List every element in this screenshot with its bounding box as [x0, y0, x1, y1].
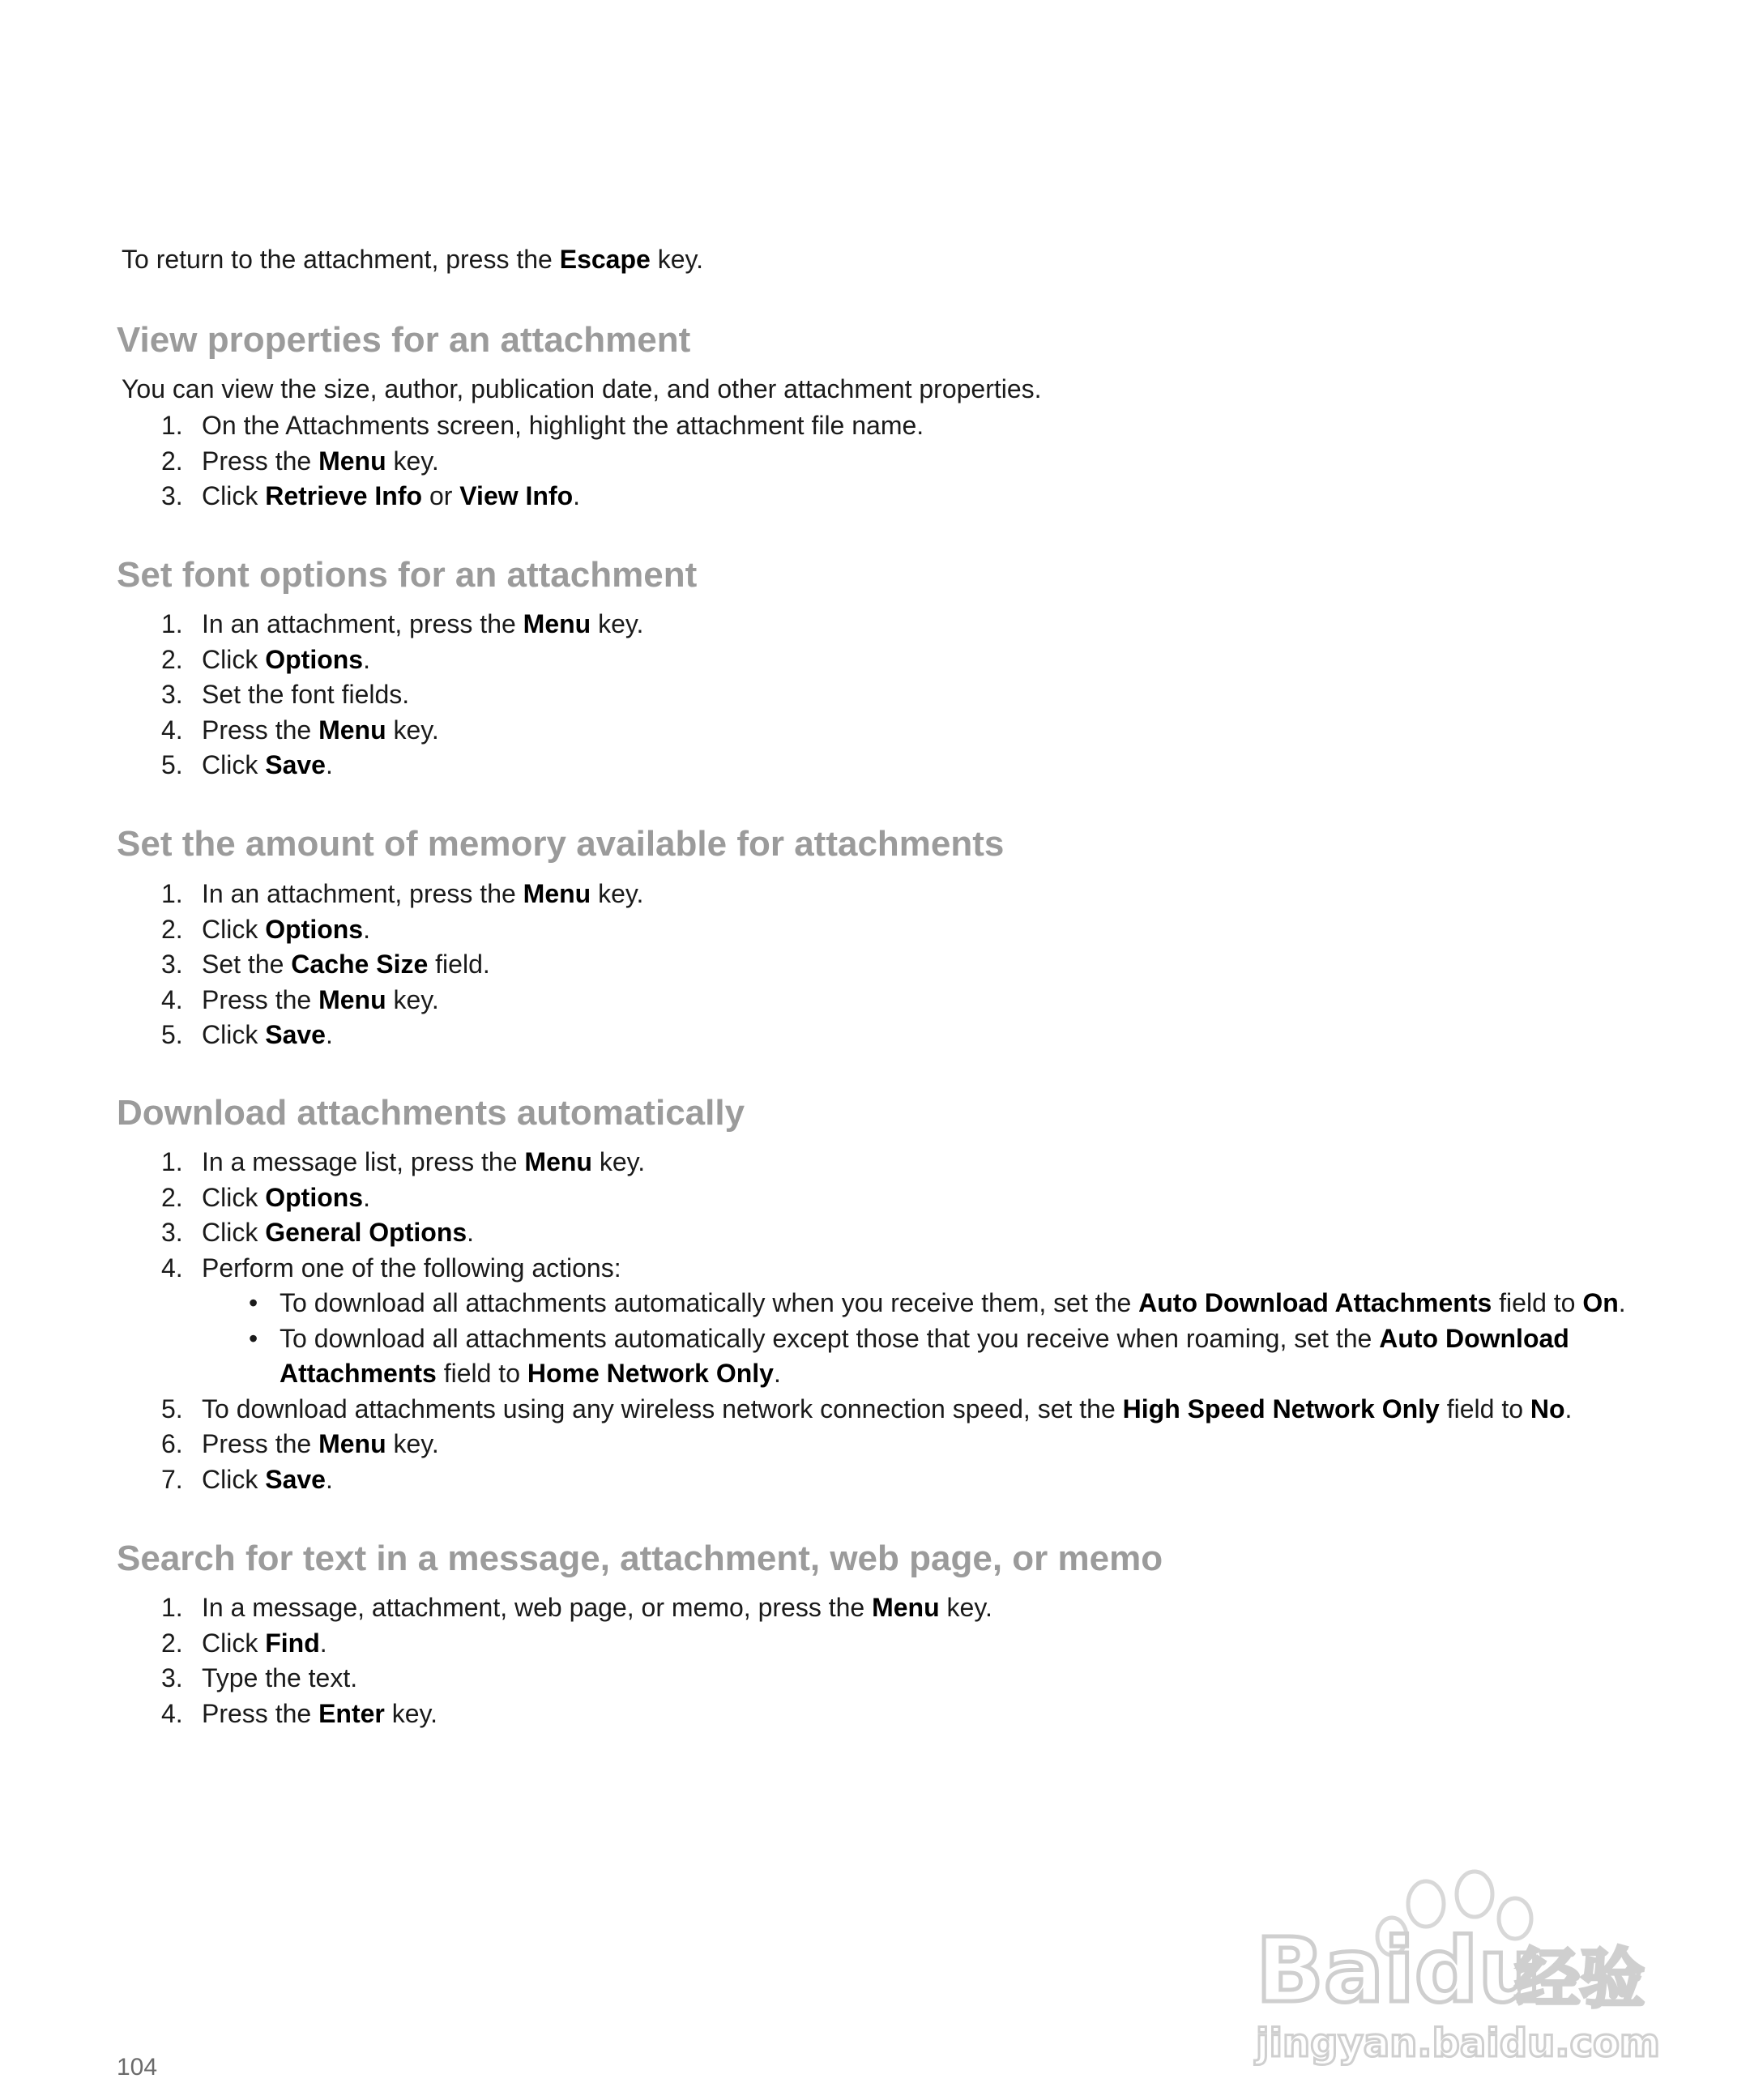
- steps-list: [0, 409, 1750, 515]
- steps-list: [0, 608, 1750, 784]
- section-lead: You can view the size, author, publication date, and other attachment properties.: [122, 374, 1042, 403]
- intro-paragraph: To return to the attachment, press the Escape key.: [122, 245, 704, 274]
- list-item: 3. Set the font fields.: [161, 680, 410, 709]
- steps-list: [0, 877, 1750, 1054]
- bullet-icon: •: [249, 1288, 258, 1317]
- list-item: 3. Set the Cache Size field.: [161, 950, 490, 979]
- bullet-icon: •: [249, 1323, 258, 1353]
- section-heading: Search for text in a message, attachment, web page, or memo: [117, 1539, 1163, 1578]
- page-number: 104: [117, 2054, 158, 2081]
- list-item: 5. Click Save.: [161, 1020, 333, 1049]
- steps-list: [0, 1146, 1750, 1498]
- list-item: 5. To download attachments using any wireless network connection speed, set the High Speed Network Only field to No.: [161, 1394, 1573, 1423]
- list-item: 2. Click Options.: [161, 914, 370, 944]
- list-item: 3. Type the text.: [161, 1663, 358, 1692]
- list-item: 1. In an attachment, press the Menu key.: [161, 609, 644, 638]
- list-item: 2. Click Options.: [161, 1182, 370, 1212]
- list-item: 1. On the Attachments screen, highlight the attachment file name.: [161, 411, 924, 440]
- bullet-item-continuation: Attachments field to Home Network Only.: [280, 1359, 781, 1388]
- bullet-item: • To download all attachments automatically except those that you receive when roaming, set the Auto Download: [249, 1323, 1569, 1353]
- list-item: 6. Press the Menu key.: [161, 1429, 439, 1458]
- list-item: 1. In a message, attachment, web page, or memo, press the Menu key.: [161, 1593, 992, 1622]
- list-item: 3. Click Retrieve Info or View Info.: [161, 481, 581, 510]
- section-heading: Download attachments automatically: [117, 1093, 745, 1133]
- list-item: 5. Click Save.: [161, 750, 333, 779]
- baidu-watermark-logo: [1240, 1847, 1661, 2066]
- watermark-url: jingyan.baidu.com: [1256, 2021, 1660, 2066]
- list-item: 1. In an attachment, press the Menu key.: [161, 879, 644, 908]
- watermark-cn: 经验: [1515, 1941, 1645, 2017]
- list-item: 7. Click Save.: [161, 1464, 333, 1494]
- bullet-item: • To download all attachments automatically when you receive them, set the Auto Download Attachments field to On.: [249, 1288, 1626, 1317]
- list-item: 2. Click Options.: [161, 644, 370, 674]
- list-item: 2. Click Find.: [161, 1628, 327, 1658]
- list-item: 1. In a message list, press the Menu key.: [161, 1147, 646, 1176]
- section-heading: Set the amount of memory available for attachments: [117, 824, 1005, 864]
- section-heading: View properties for an attachment: [117, 320, 691, 360]
- list-item: 4. Press the Enter key.: [161, 1698, 438, 1728]
- steps-list: [0, 1591, 1750, 1732]
- section-heading: Set font options for an attachment: [117, 555, 698, 595]
- list-item: 4. Press the Menu key.: [161, 715, 439, 745]
- watermark-brand: Baidu: [1256, 1919, 1542, 2022]
- list-item: 3. Click General Options.: [161, 1218, 475, 1247]
- list-item: 4. Perform one of the following actions:: [161, 1253, 621, 1283]
- list-item: 4. Press the Menu key.: [161, 984, 439, 1014]
- list-item: 2. Press the Menu key.: [161, 446, 439, 476]
